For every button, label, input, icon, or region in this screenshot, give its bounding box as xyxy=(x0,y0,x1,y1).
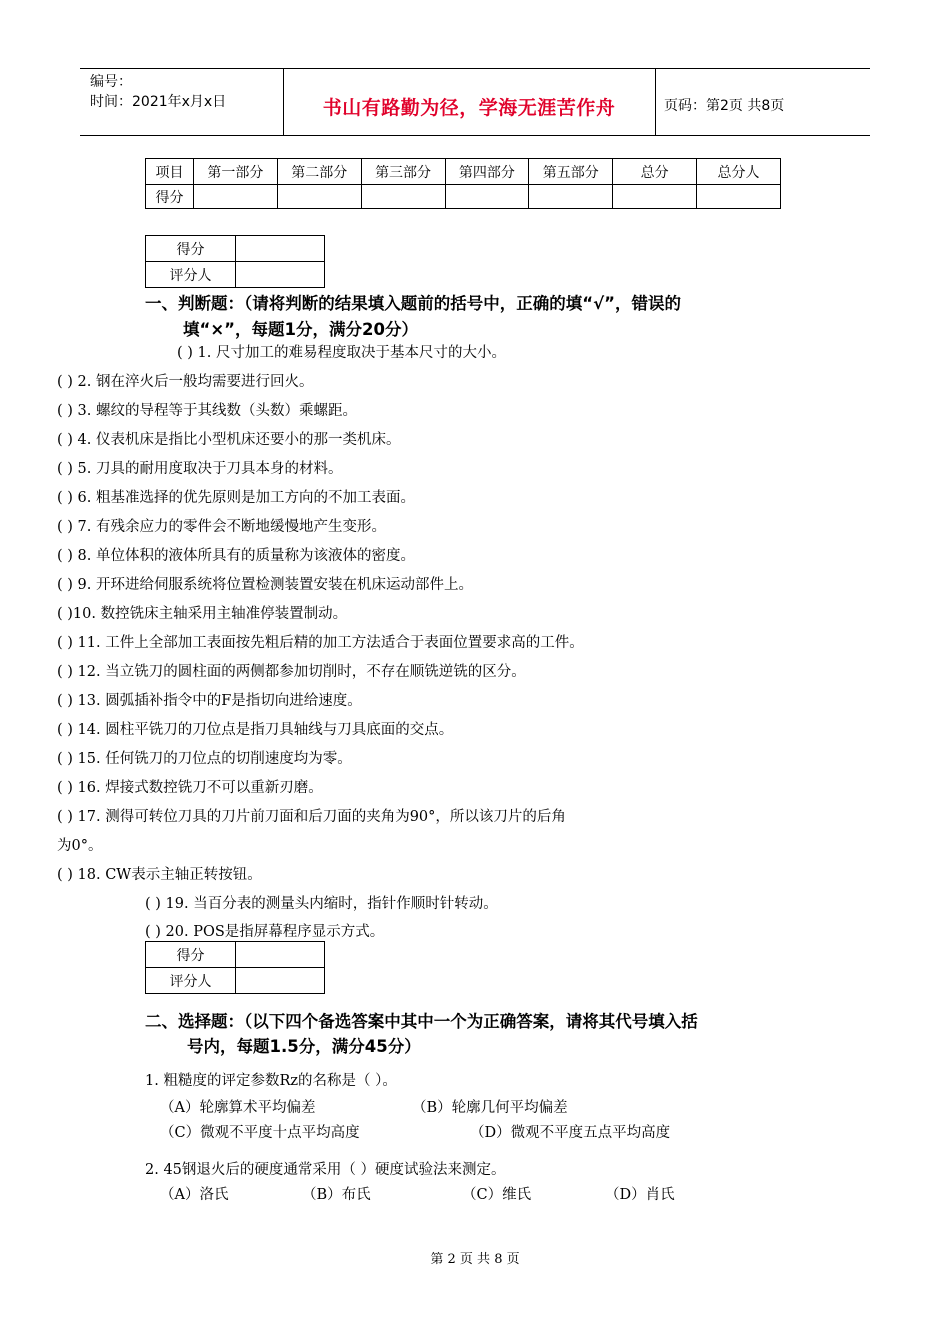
question-1: ( ) 1. 尺寸加工的难易程度取决于基本尺寸的大小。 xyxy=(177,345,506,361)
grader-score-label: 得分 xyxy=(146,942,236,968)
question-18: ( ) 18. CW表示主轴正转按钮。 xyxy=(57,867,262,883)
choice-question-2: 2. 45钢退火后的硬度通常采用（ ）硬度试验法来测定。 xyxy=(145,1162,506,1178)
question-5: ( ) 5. 刀具的耐用度取决于刀具本身的材料。 xyxy=(57,461,343,477)
score-cell[interactable] xyxy=(613,185,697,209)
grader-name-cell[interactable] xyxy=(236,968,325,994)
grader-box-1 xyxy=(145,235,325,288)
question-16: ( ) 16. 焊接式数控铣刀不可以重新刃磨。 xyxy=(57,780,323,796)
header-divider-2 xyxy=(655,69,656,136)
score-cell[interactable] xyxy=(529,185,613,209)
score-header-cell: 总分人 xyxy=(697,159,781,185)
question-15: ( ) 15. 任何铣刀的刀位点的切削速度均为零。 xyxy=(57,751,352,767)
section1-title-line1: 一、判断题：（请将判断的结果填入题前的括号中，正确的填“√”，错误的 xyxy=(145,294,681,313)
score-row-label: 得分 xyxy=(146,185,194,209)
grader-score-label: 得分 xyxy=(146,236,236,262)
grader-box-2 xyxy=(145,941,325,994)
choice-2-option-a: （A）洛氏 xyxy=(160,1187,229,1203)
grader-name-label: 评分人 xyxy=(146,262,236,288)
question-2: ( ) 2. 钢在淬火后一般均需要进行回火。 xyxy=(57,374,314,390)
grader-name-cell[interactable] xyxy=(236,262,325,288)
score-header-cell: 第三部分 xyxy=(361,159,445,185)
question-9: ( ) 9. 开环进给伺服系统将位置检测装置安装在机床运动部件上。 xyxy=(57,577,473,593)
question-13: ( ) 13. 圆弧插补指令中的F是指切向进给速度。 xyxy=(57,693,362,709)
grader-name-label: 评分人 xyxy=(146,968,236,994)
page-footer: 第 2 页 共 8 页 xyxy=(430,1252,520,1267)
score-cell[interactable] xyxy=(361,185,445,209)
score-table-score-row xyxy=(146,185,781,209)
section1-title-line2: 填“×”，每题1分，满分20分） xyxy=(183,320,418,339)
question-8: ( ) 8. 单位体积的液体所具有的质量称为该液体的密度。 xyxy=(57,548,415,564)
score-header-cell: 第一部分 xyxy=(193,159,277,185)
score-table-header-row xyxy=(146,159,781,185)
score-header-cell: 第二部分 xyxy=(277,159,361,185)
score-cell[interactable] xyxy=(697,185,781,209)
question-12: ( ) 12. 当立铣刀的圆柱面的两侧都参加切削时，不存在顺铣逆铣的区分。 xyxy=(57,664,526,680)
header-page-info: 页码：第2页 共8页 xyxy=(664,98,785,114)
score-header-cell: 项目 xyxy=(146,159,194,185)
question-10: ( )10. 数控铣床主轴采用主轴准停装置制动。 xyxy=(57,606,348,622)
question-17-continued: 为0°。 xyxy=(57,838,103,854)
question-6: ( ) 6. 粗基准选择的优先原则是加工方向的不加工表面。 xyxy=(57,490,415,506)
section2-title-line2: 号内，每题1.5分，满分45分） xyxy=(187,1037,421,1056)
question-11: ( ) 11. 工件上全部加工表面按先粗后精的加工方法适合于表面位置要求高的工件。 xyxy=(57,635,584,651)
question-7: ( ) 7. 有残余应力的零件会不断地缓慢地产生变形。 xyxy=(57,519,386,535)
question-17: ( ) 17. 测得可转位刀具的刀片前刀面和后刀面的夹角为90°，所以该刀片的后角 xyxy=(57,809,566,825)
choice-2-option-d: （D）肖氏 xyxy=(605,1187,675,1203)
score-cell[interactable] xyxy=(445,185,529,209)
grader-score-cell[interactable] xyxy=(236,236,325,262)
score-table xyxy=(145,158,781,209)
section2-title-line1: 二、选择题：（以下四个备选答案中其中一个为正确答案，请将其代号填入括 xyxy=(145,1012,698,1031)
page-header xyxy=(80,68,870,136)
question-3: ( ) 3. 螺纹的导程等于其线数（头数）乘螺距。 xyxy=(57,403,357,419)
choice-1-option-b: （B）轮廓几何平均偏差 xyxy=(412,1100,568,1116)
score-cell[interactable] xyxy=(277,185,361,209)
choice-1-option-a: （A）轮廓算术平均偏差 xyxy=(160,1100,316,1116)
score-header-cell: 总分 xyxy=(613,159,697,185)
score-header-cell: 第五部分 xyxy=(529,159,613,185)
score-cell[interactable] xyxy=(193,185,277,209)
question-14: ( ) 14. 圆柱平铣刀的刀位点是指刀具轴线与刀具底面的交点。 xyxy=(57,722,454,738)
question-20: ( ) 20. POS是指屏幕程序显示方式。 xyxy=(145,924,385,940)
question-19: ( ) 19. 当百分表的测量头内缩时，指针作顺时针转动。 xyxy=(145,896,498,912)
score-header-cell: 第四部分 xyxy=(445,159,529,185)
choice-1-option-d: （D）微观不平度五点平均高度 xyxy=(470,1125,671,1141)
grader-score-cell[interactable] xyxy=(236,942,325,968)
number-label: 编号： xyxy=(90,74,132,90)
header-motto: 书山有路勤为径，学海无涯苦作舟 xyxy=(322,97,616,119)
choice-1-option-c: （C）微观不平度十点平均高度 xyxy=(160,1125,360,1141)
time-label: 时间：2021年x月x日 xyxy=(90,94,227,110)
choice-2-option-b: （B）布氏 xyxy=(302,1187,371,1203)
question-4: ( ) 4. 仪表机床是指比小型机床还要小的那一类机床。 xyxy=(57,432,401,448)
choice-question-1: 1. 粗糙度的评定参数Rz的名称是（ ）。 xyxy=(145,1073,397,1089)
choice-2-option-c: （C）维氏 xyxy=(462,1187,532,1203)
